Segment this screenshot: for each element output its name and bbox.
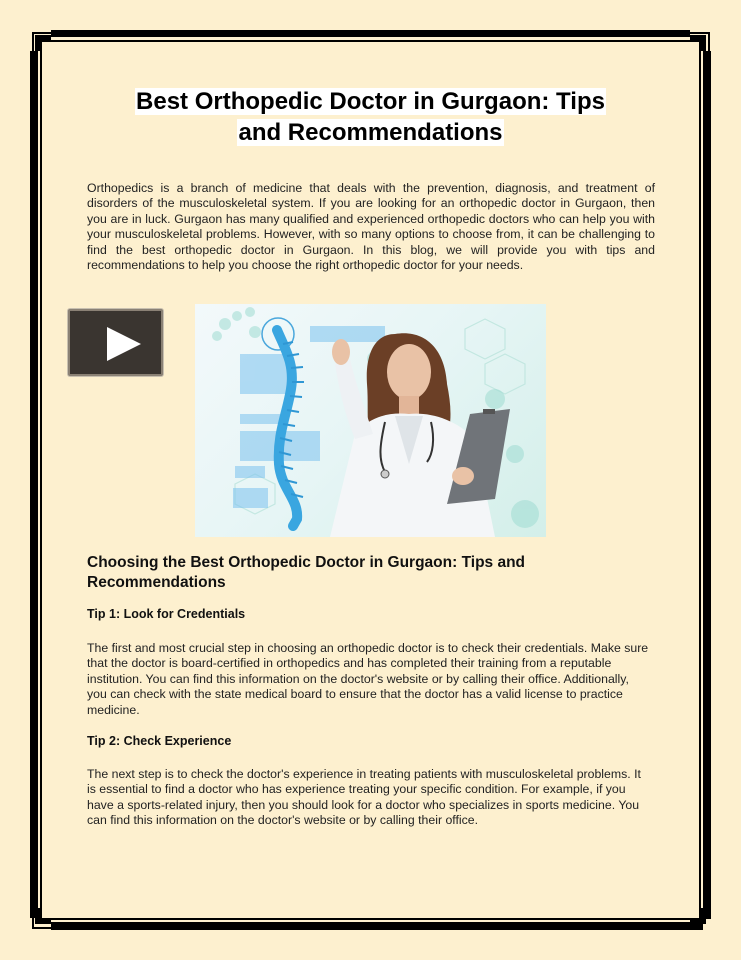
doctor-spine-illustration — [195, 304, 546, 537]
border-bottom-thick — [51, 922, 703, 930]
video-play-button[interactable] — [68, 309, 163, 376]
border-corner — [32, 910, 34, 929]
page-title-line-2: and Recommendations — [238, 119, 503, 146]
border-corner — [32, 32, 34, 51]
tip-2-body: The next step is to check the doctor's experience in treating patients with musculoskeletal problems. It is essential to find a doctor who has experience treating your specific condition. For example, if you have a sports-related injury, then you should look for a doctor who specializes in sports medicine. You can find this information on the doctor's website or by calling their office. — [87, 767, 641, 828]
border-corner — [35, 35, 41, 51]
border-corner — [708, 32, 710, 51]
section-heading: Choosing the Best Orthopedic Doctor in Gurgaon: Tips and Recommendations — [87, 554, 526, 591]
intro-paragraph: Orthopedics is a branch of medicine that deals with the prevention, diagnosis, and treatment of disorders of the musculoskeletal system. If you are looking for an orthopedic doctor in Gurgaon, then you are in luck. Gurgaon has many qualified and experienced orthopedic doctors who can help you with your musculoskeletal problems. However, with so many options to choose from, it can be challenging to find the best orthopedic doctor in Gurgaon. In this blog, we will provide you with tips and recommendations to help you choose the right orthopedic doctor for your needs. — [87, 181, 655, 273]
tip-1-body: The first and most crucial step in choosing an orthopedic doctor is to check their credentials. Make sure that the doctor is board-certified in orthopedics and has completed their training from a reputable institution. You can find this information on the doctor's website or by calling their office. Additionally, you can check with the state medical board to ensure that the doctor has a valid license to practice medicine. — [87, 641, 649, 717]
border-left-thin — [40, 40, 42, 920]
border-left-thick — [30, 51, 38, 918]
border-top-thin — [40, 40, 701, 42]
border-corner — [700, 35, 706, 51]
border-corner — [700, 908, 706, 924]
tip-1-heading: Tip 1: Look for Credentials — [87, 607, 246, 621]
border-corner — [690, 32, 709, 34]
border-bottom-thin — [40, 918, 701, 920]
play-icon — [103, 325, 143, 363]
border-right-thin — [699, 40, 701, 920]
border-top-thick — [51, 30, 690, 37]
tip-2-heading: Tip 2: Check Experience — [87, 734, 232, 748]
page-title-line-1: Best Orthopedic Doctor in Gurgaon: Tips — [136, 88, 605, 115]
border-corner — [32, 927, 51, 929]
border-corner — [35, 908, 41, 924]
border-corner — [32, 32, 51, 34]
border-right-thick — [703, 51, 711, 919]
hero-image — [195, 304, 546, 537]
page-title — [60, 86, 681, 148]
